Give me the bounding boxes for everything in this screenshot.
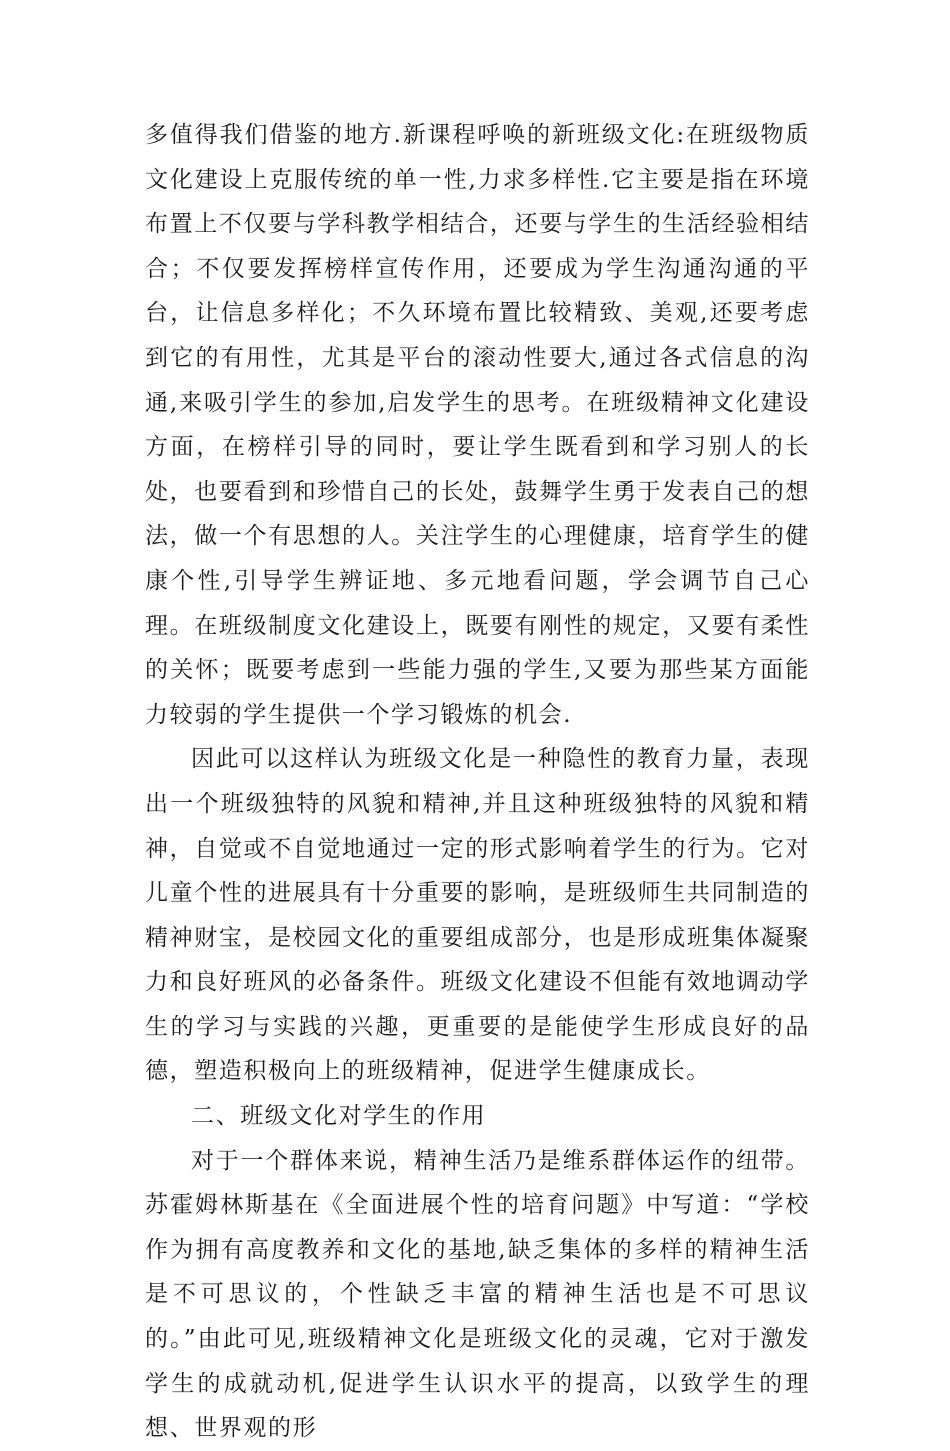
document-body xyxy=(145,113,810,1451)
body-paragraph-continued: 多值得我们借鉴的地方.新课程呼唤的新班级文化:在班级物质文化建设上克服传统的单一性,力求多样性.它主要是指在环境布置上不仅要与学科教学相结合，还要与学生的生活经验相结合；不仅要发挥榜样宣传作用，还要成为学生沟通沟通的平台，让信息多样化；不久环境布置比较精致、美观,还要考虑到它的有用性，尤其是平台的滚动性要大,通过各式信息的沟通,来吸引学生的参加,启发学生的思考。在班级精神文化建设方面，在榜样引导的同时，要让学生既看到和学习别人的长处，也要看到和珍惜自己的长处，鼓舞学生勇于发表自己的想法，做一个有思想的人。关注学生的心理健康，培育学生的健康个性,引导学生辨证地、多元地看问题，学会调节自己心理。在班级制度文化建设上，既要有刚性的规定，又要有柔性的关怀；既要考虑到一些能力强的学生,又要为那些某方面能力较弱的学生提供一个学习锻炼的机会. xyxy=(145,122,810,728)
body-paragraph: 对于一个群体来说，精神生活乃是维系群体运作的纽带。苏霍姆林斯基在《全面进展个性的培育问题》中写道：“学校作为拥有高度教养和文化的基地,缺乏集体的多样的精神生活是不可思议的，个性缺乏丰富的精神生活也是不可思议的。”由此可见,班级精神文化是班级文化的灵魂，它对于激发学生的成就动机,促进学生认识水平的提高，以致学生的理想、世界观的形 xyxy=(145,1147,810,1442)
body-paragraph: 因此可以这样认为班级文化是一种隐性的教育力量，表现出一个班级独特的风貌和精神,并且这种班级独特的风貌和精神，自觉或不自觉地通过一定的形式影响着学生的行为。它对儿童个性的进展具有十分重要的影响，是班级师生共同制造的精神财宝，是校园文化的重要组成部分，也是形成班集体凝聚力和良好班风的必备条件。班级文化建设不但能有效地调动学生的学习与实践的兴趣，更重要的是能使学生形成良好的品德，塑造积极向上的班级精神，促进学生健康成长。 xyxy=(145,746,810,1085)
section-heading: 二、班级文化对学生的作用 xyxy=(191,1103,487,1130)
